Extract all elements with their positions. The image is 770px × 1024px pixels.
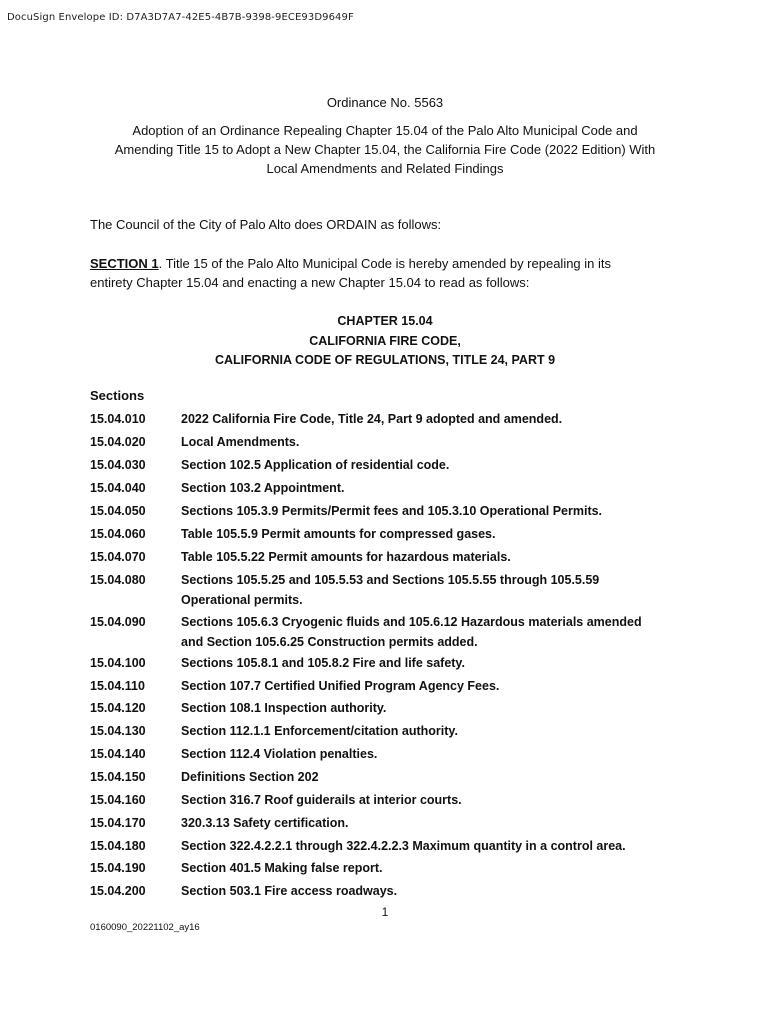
toc-section-title	[181, 433, 681, 453]
toc-section-number: 15.04.130	[90, 724, 146, 738]
toc-section-title-line: Section 112.1.1 Enforcement/citation authority.	[181, 724, 458, 738]
subtitle-line: Adoption of an Ordinance Repealing Chapter 15.04 of the Palo Alto Municipal Code and	[132, 123, 638, 138]
toc-section-title	[181, 837, 681, 857]
toc-section-number: 15.04.120	[90, 701, 146, 715]
toc-section-title	[181, 410, 681, 430]
toc-section-title	[181, 502, 681, 522]
toc-section-title-line: Sections 105.8.1 and 105.8.2 Fire and life safety.	[181, 656, 465, 670]
toc-section-title	[181, 814, 681, 834]
toc-section-number: 15.04.020	[90, 435, 146, 449]
toc-section-number: 15.04.180	[90, 839, 146, 853]
toc-section-number: 15.04.190	[90, 861, 146, 875]
intro-paragraph: The Council of the City of Palo Alto does ORDAIN as follows:	[90, 217, 442, 232]
toc-section-number: 15.04.200	[90, 884, 146, 898]
toc-section-title-line: Section 322.4.2.2.1 through 322.4.2.2.3 Maximum quantity in a control area.	[181, 839, 626, 853]
toc-section-title-line: Section 503.1 Fire access roadways.	[181, 884, 398, 898]
ordinance-subtitle	[80, 121, 690, 178]
sections-label: Sections	[90, 388, 145, 403]
toc-section-title	[181, 456, 681, 476]
toc-section-title	[181, 479, 681, 499]
toc-section-title	[181, 745, 681, 765]
toc-section-number: 15.04.070	[90, 550, 146, 564]
toc-section-number: 15.04.100	[90, 656, 146, 670]
toc-section-title	[181, 722, 681, 742]
toc-section-title-line: Section 401.5 Making false report.	[181, 861, 383, 875]
toc-section-title	[181, 571, 681, 610]
toc-section-number: 15.04.010	[90, 412, 146, 426]
toc-section-title-line: Sections 105.5.25 and 105.5.53 and Sections 105.5.55 through 105.5.59	[181, 573, 600, 587]
subtitle-line: Local Amendments and Related Findings	[266, 161, 504, 176]
toc-section-title-line: 320.3.13 Safety certification.	[181, 816, 349, 830]
toc-section-title-line: Operational permits.	[181, 592, 303, 607]
toc-section-title-line: Section 103.2 Appointment.	[181, 481, 345, 495]
toc-section-title	[181, 548, 681, 568]
toc-section-number: 15.04.090	[90, 615, 146, 629]
section-1-label: SECTION 1	[90, 256, 159, 271]
toc-section-number: 15.04.030	[90, 458, 146, 472]
chapter-name: CALIFORNIA FIRE CODE,	[309, 333, 461, 348]
toc-section-title-line: Section 107.7 Certified Unified Program Agency Fees.	[181, 679, 500, 693]
toc-section-title-line: Table 105.5.22 Permit amounts for hazardous materials.	[181, 550, 511, 564]
toc-section-title	[181, 525, 681, 545]
toc-section-number: 15.04.150	[90, 770, 146, 784]
toc-section-number: 15.04.110	[90, 679, 145, 693]
toc-section-title	[181, 613, 681, 652]
toc-section-title-line: Table 105.5.9 Permit amounts for compressed gases.	[181, 527, 496, 541]
section-1-text-continued: entirety Chapter 15.04 and enacting a new Chapter 15.04 to read as follows:	[90, 275, 530, 290]
toc-section-title-line: 2022 California Fire Code, Title 24, Part 9 adopted and amended.	[181, 412, 563, 426]
toc-section-number: 15.04.080	[90, 573, 146, 587]
toc-section-title-line: Section 102.5 Application of residential code.	[181, 458, 450, 472]
toc-section-number: 15.04.140	[90, 747, 146, 761]
page-number: 1	[381, 905, 389, 919]
toc-section-title-line: and Section 105.6.25 Construction permits added.	[181, 634, 478, 649]
toc-section-title-line: Section 316.7 Roof guiderails at interior courts.	[181, 793, 462, 807]
toc-section-number: 15.04.060	[90, 527, 146, 541]
toc-section-number: 15.04.050	[90, 504, 146, 518]
ordinance-title: Ordinance No. 5563	[326, 95, 444, 110]
toc-section-title	[181, 768, 681, 788]
docusign-envelope-id: DocuSign Envelope ID: D7A3D7A7-42E5-4B7B-9398-9ECE93D9649F	[7, 12, 354, 23]
document-footer-id: 0160090_20221102_ay16	[90, 922, 200, 933]
section-1-paragraph	[90, 254, 690, 292]
toc-section-title	[181, 699, 681, 719]
toc-section-title-line: Sections 105.6.3 Cryogenic fluids and 105.6.12 Hazardous materials amended	[181, 615, 642, 629]
subtitle-line: Amending Title 15 to Adopt a New Chapter 15.04, the California Fire Code (2022 Edition) With	[114, 142, 656, 157]
toc-section-title	[181, 791, 681, 811]
toc-section-number: 15.04.170	[90, 816, 146, 830]
section-1-text: . Title 15 of the Palo Alto Municipal Code is hereby amended by repealing in its	[158, 256, 612, 271]
toc-section-title	[181, 677, 681, 697]
toc-section-title	[181, 882, 681, 902]
toc-section-number: 15.04.040	[90, 481, 146, 495]
toc-section-title-line: Sections 105.3.9 Permits/Permit fees and 105.3.10 Operational Permits.	[181, 504, 603, 518]
chapter-heading	[0, 312, 770, 371]
toc-section-title-line: Section 112.4 Violation penalties.	[181, 747, 378, 761]
toc-section-number: 15.04.160	[90, 793, 146, 807]
toc-section-title-line: Section 108.1 Inspection authority.	[181, 701, 387, 715]
toc-section-title-line: Local Amendments.	[181, 435, 300, 449]
toc-section-title	[181, 654, 681, 674]
chapter-regulation: CALIFORNIA CODE OF REGULATIONS, TITLE 24, PART 9	[214, 353, 556, 367]
chapter-number: CHAPTER 15.04	[337, 314, 433, 328]
toc-section-title-line: Definitions Section 202	[181, 770, 319, 784]
toc-section-title	[181, 859, 681, 879]
